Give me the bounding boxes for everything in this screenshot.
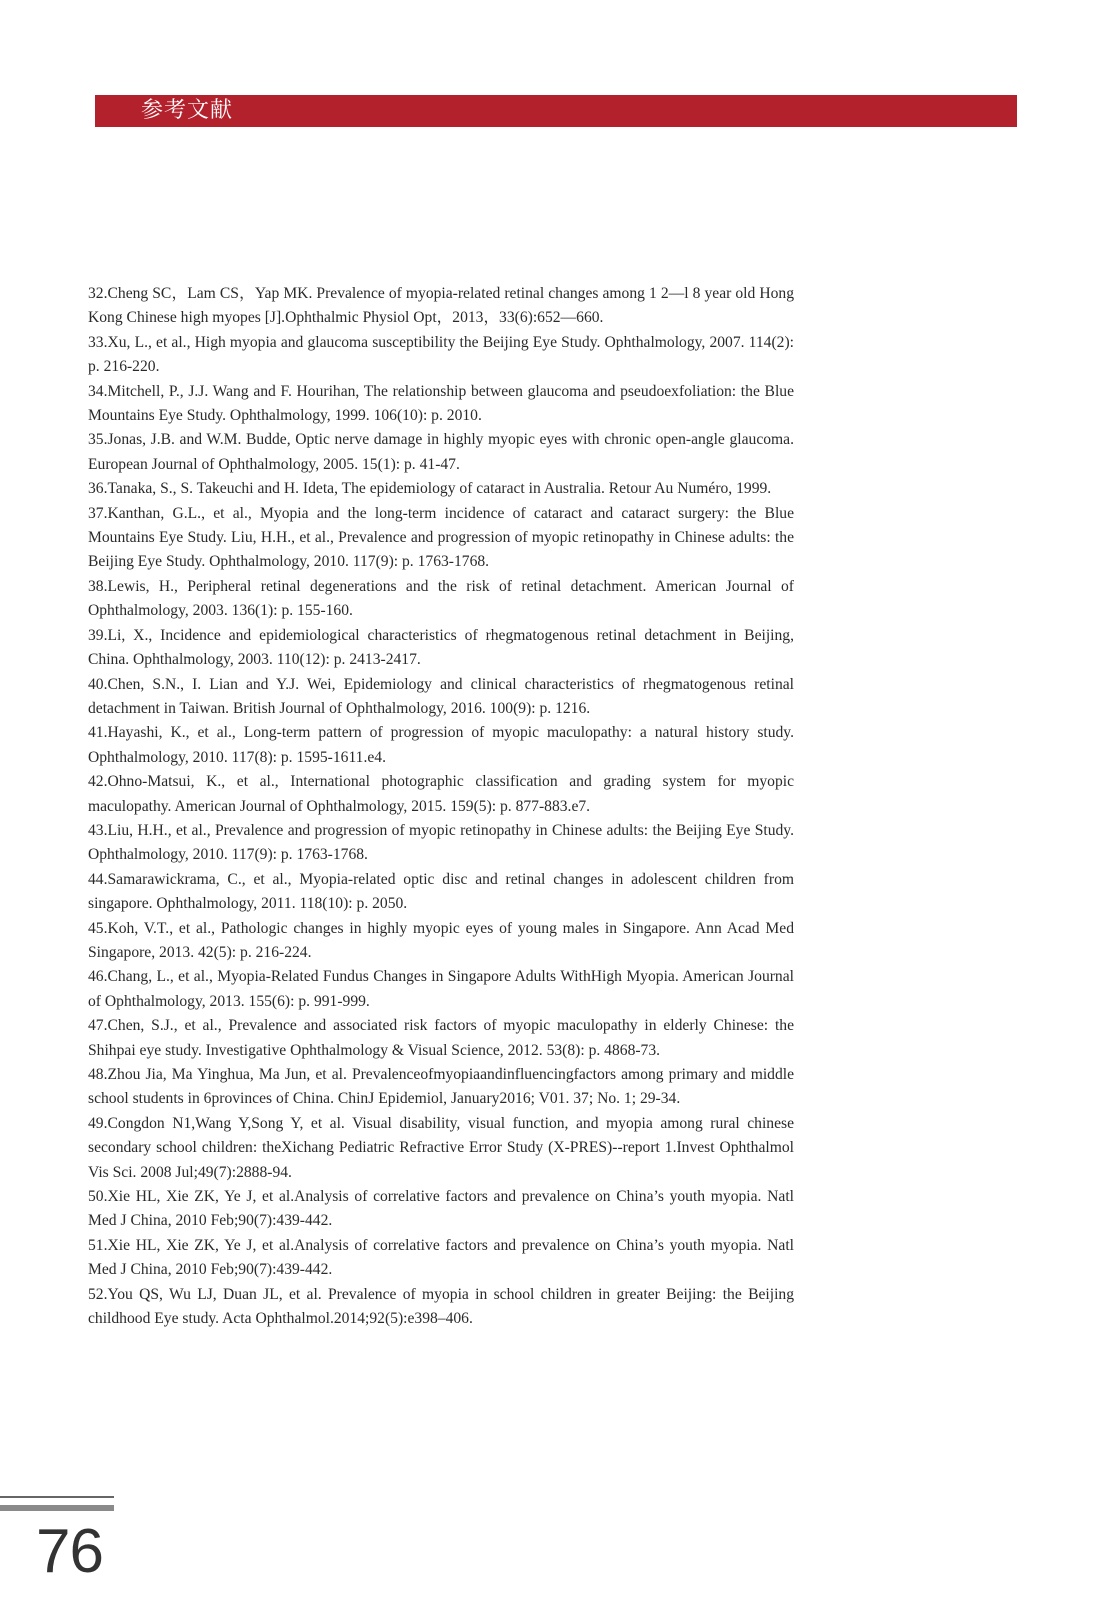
reference-item: 46.Chang, L., et al., Myopia-Related Fundus Changes in Singapore Adults WithHigh Myopia. American Journal of Ophthalmology, 2013. 155(6): p. 991-999. xyxy=(88,968,794,1010)
reference-item: 35.Jonas, J.B. and W.M. Budde, Optic nerve damage in highly myopic eyes with chronic open-angle glaucoma. European Journal of Ophthalmology, 2005. 15(1): p. 41-47. xyxy=(88,431,794,473)
section-title: 参考文献 xyxy=(141,98,234,123)
reference-item: 45.Koh, V.T., et al., Pathologic changes in highly myopic eyes of young males in Singapore. Ann Acad Med Singapore, 2013. 42(5): p. 216-224. xyxy=(88,919,794,961)
footer-rule xyxy=(0,1496,114,1498)
reference-item: 42.Ohno-Matsui, K., et al., International photographic classification and grading system for myopic maculopathy. American Journal of Ophthalmology, 2015. 159(5): p. 877-883.e7. xyxy=(88,773,794,815)
reference-item: 39.Li, X., Incidence and epidemiological characteristics of rhegmatogenous retinal detachment in Beijing, China. Ophthalmology, 2003. 110(12): p. 2413-2417. xyxy=(88,626,794,669)
reference-item: 36.Tanaka, S., S. Takeuchi and H. Ideta, The epidemiology of cataract in Australia. Retour Au Numéro, 1999. xyxy=(88,480,772,498)
reference-item: 49.Congdon N1,Wang Y,Song Y, et al. Visual disability, visual function, and myopia among rural chinese secondary school children: theXichang Pediatric Refractive Error Study (X-PRES)--report 1.Invest Ophthalmol Vis Sci. 2008 Jul;49(7):2888-94. xyxy=(88,1114,794,1181)
reference-item: 44.Samarawickrama, C., et al., Myopia-related optic disc and retinal changes in adolescent children from singapore. Ophthalmology, 2011. 118(10): p. 2050. xyxy=(88,870,794,913)
reference-item: 43.Liu, H.H., et al., Prevalence and progression of myopic retinopathy in Chinese adults: the Beijing Eye Study. Ophthalmology, 2010. 117(9): p. 1763-1768. xyxy=(88,821,794,864)
reference-item: 41.Hayashi, K., et al., Long-term pattern of progression of myopic maculopathy: a natural history study. Ophthalmology, 2010. 117(8): p. 1595-1611.e4. xyxy=(88,724,794,766)
reference-item: 37.Kanthan, G.L., et al., Myopia and the long‐term incidence of cataract and cataract surgery: the Blue Mountains Eye Study. Liu, H.H., et al., Prevalence and progression of myopic retinopathy in Chinese adults: the Beijing Eye Study. Ophthalmology, 2010. 117(9): p. 1763-1768. xyxy=(88,504,794,571)
reference-list xyxy=(88,282,794,1331)
section-header-bar xyxy=(95,95,1017,127)
reference-item: 33.Xu, L., et al., High myopia and glaucoma susceptibility the Beijing Eye Study. Ophthalmology, 2007. 114(2): p. 216-220. xyxy=(88,333,794,376)
reference-item: 38.Lewis, H., Peripheral retinal degenerations and the risk of retinal detachment. American Journal of Ophthalmology, 2003. 136(1): p. 155-160. xyxy=(88,577,794,620)
reference-item: 51.Xie HL, Xie ZK, Ye J, et al.Analysis of correlative factors and prevalence on China’s youth myopia. Natl Med J China, 2010 Feb;90(7):439-442. xyxy=(88,1236,794,1279)
reference-item: 34.Mitchell, P., J.J. Wang and F. Hourihan, The relationship between glaucoma and pseudoexfoliation: the Blue Mountains Eye Study. Ophthalmology, 1999. 106(10): p. 2010. xyxy=(88,382,794,425)
reference-item: 47.Chen, S.J., et al., Prevalence and associated risk factors of myopic maculopathy in elderly Chinese: the Shihpai eye study. Investigative Ophthalmology & Visual Science, 2012. 53(8): p. 4868-73. xyxy=(88,1017,794,1059)
reference-item: 50.Xie HL, Xie ZK, Ye J, et al.Analysis of correlative factors and prevalence on China’s youth myopia. Natl Med J China, 2010 Feb;90(7):439-442. xyxy=(88,1188,794,1230)
footer-rule xyxy=(0,1505,114,1511)
reference-item: 52.You QS, Wu LJ, Duan JL, et al. Prevalence of myopia in school children in greater Beijing: the Beijing childhood Eye study. Acta Ophthalmol.2014;92(5):e398–406. xyxy=(88,1285,794,1328)
page-number: 76 xyxy=(36,1517,103,1586)
reference-item: 32.Cheng SC，Lam CS，Yap MK. Prevalence of myopia-related retinal changes among 1 2—l 8 year old Hong Kong Chinese high myopes [J].Ophthalmic Physiol Opt，2013，33(6):652—660. xyxy=(88,285,794,327)
reference-item: 48.Zhou Jia, Ma Yinghua, Ma Jun, et al. Prevalenceofmyopiaandinfluencingfactors among primary and middle school students in 6provinces of China. ChinJ Epidemiol, January2016; V01. 37; No. 1; 29-34. xyxy=(88,1066,794,1108)
reference-item: 40.Chen, S.N., I. Lian and Y.J. Wei, Epidemiology and clinical characteristics of rhegmatogenous retinal detachment in Taiwan. British Journal of Ophthalmology, 2016. 100(9): p. 1216. xyxy=(88,675,794,717)
